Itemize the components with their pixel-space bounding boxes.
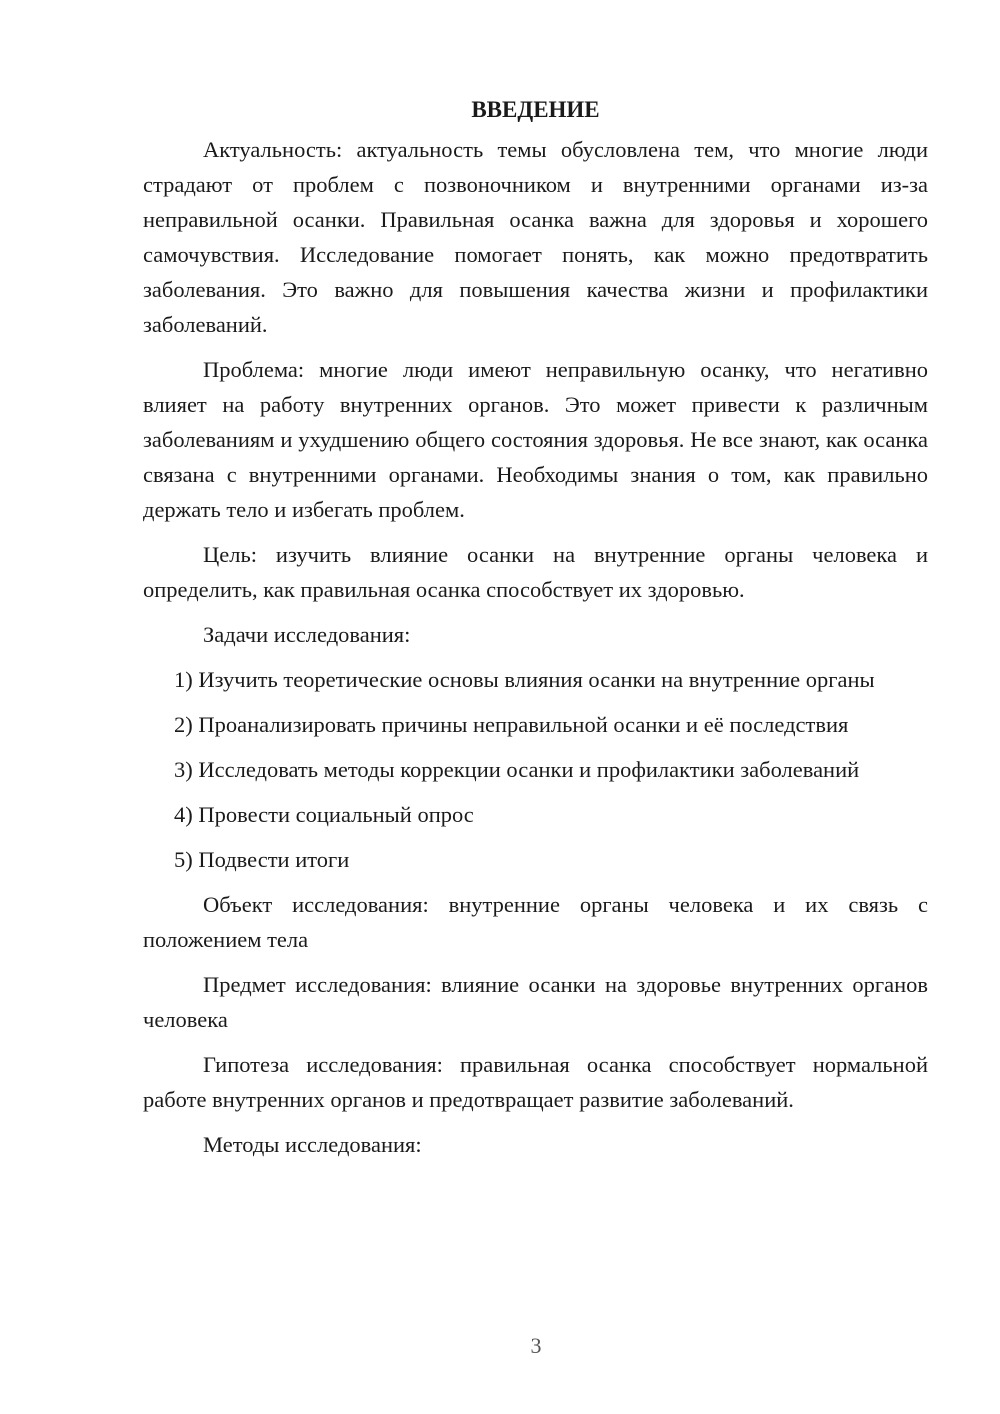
methods-heading: Методы исследования:	[203, 1132, 422, 1157]
task-item-2: 2) Проанализировать причины неправильной осанки и её последствия	[174, 712, 849, 737]
section-title: ВВЕДЕНИЕ	[471, 97, 600, 122]
tasks-heading: Задачи исследования:	[203, 622, 411, 647]
paragraph-subject: Предмет исследования: влияние осанки на здоровье внутренних органов человека	[143, 972, 928, 1032]
task-item-3: 3) Исследовать методы коррекции осанки и профилактики заболеваний	[174, 757, 860, 782]
paragraph-relevance: Актуальность: актуальность темы обусловлена тем, что многие люди страдают от проблем с позвоночником и внутренними органами из-за неправильной осанки. Правильная осанка важна для здоровья и хорошего самочувствия. Исследование помогает понять, как можно предотвратить заболевания. Это важно для повышения качества жизни и профилактики заболеваний.	[143, 137, 928, 337]
task-item-5: 5) Подвести итоги	[174, 847, 350, 872]
document-page	[143, 92, 928, 1172]
page-number: 3	[530, 1333, 542, 1358]
paragraph-hypothesis: Гипотеза исследования: правильная осанка способствует нормальной работе внутренних органов и предотвращает развитие заболеваний.	[143, 1052, 928, 1112]
task-item-1: 1) Изучить теоретические основы влияния осанки на внутренние органы	[174, 667, 875, 692]
task-item-4: 4) Провести социальный опрос	[174, 802, 474, 827]
paragraph-goal: Цель: изучить влияние осанки на внутренние органы человека и определить, как правильная осанка способствует их здоровью.	[143, 542, 928, 602]
paragraph-problem: Проблема: многие люди имеют неправильную осанку, что негативно влияет на работу внутренних органов. Это может привести к различным заболеваниям и ухудшению общего состояния здоровья. Не все знают, как осанка связана с внутренними органами. Необходимы знания о том, как правильно держать тело и избегать проблем.	[143, 357, 928, 522]
paragraph-object: Объект исследования: внутренние органы человека и их связь с положением тела	[143, 892, 928, 952]
